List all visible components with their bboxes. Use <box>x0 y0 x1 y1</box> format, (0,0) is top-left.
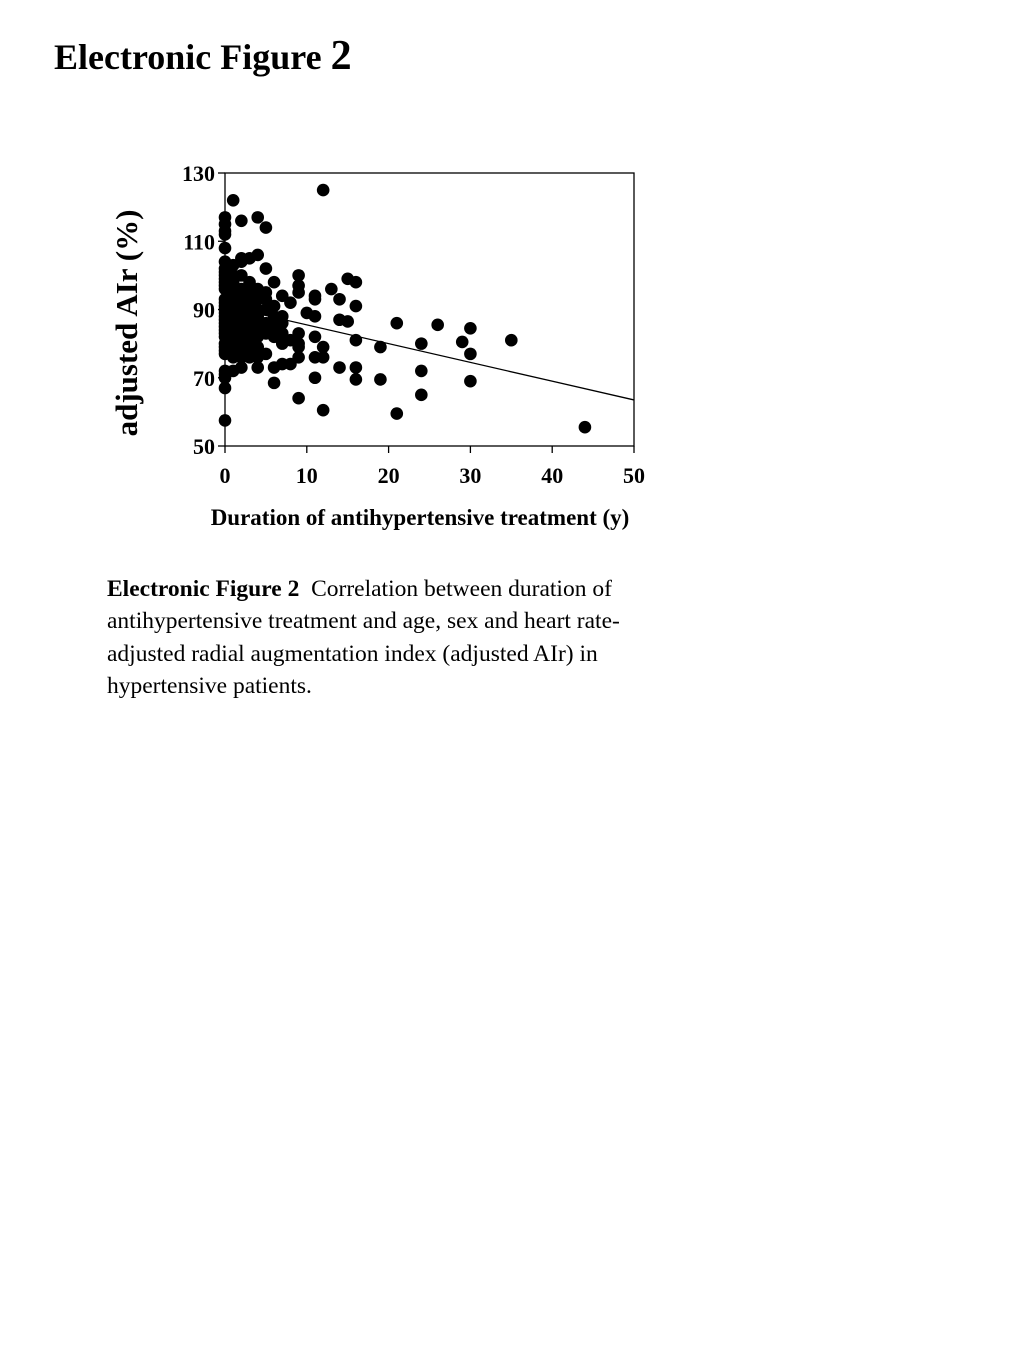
y-tick-label: 70 <box>193 365 215 391</box>
data-point <box>309 293 322 306</box>
data-point <box>268 276 281 289</box>
x-tick-label: 20 <box>377 463 400 488</box>
data-point <box>464 348 477 361</box>
data-point <box>260 262 273 275</box>
y-tick-label: 130 <box>182 161 215 186</box>
data-point <box>350 373 363 386</box>
data-point <box>251 249 264 262</box>
caption-line-4: hypertensive patients. <box>107 672 312 699</box>
data-point <box>374 373 387 386</box>
data-point <box>260 348 273 361</box>
x-axis <box>220 446 646 488</box>
data-point <box>317 351 330 364</box>
data-point <box>579 421 592 434</box>
caption-line-1: Correlation between duration of <box>311 576 612 602</box>
data-point <box>292 392 305 405</box>
data-point <box>456 336 469 349</box>
data-point <box>219 242 232 255</box>
data-point <box>235 214 248 227</box>
data-point <box>309 371 322 384</box>
data-point <box>350 361 363 374</box>
data-point <box>235 361 248 374</box>
y-tick-label: 110 <box>183 229 215 255</box>
x-tick-label: 10 <box>295 463 318 488</box>
data-point <box>390 407 403 420</box>
y-tick-label: 90 <box>193 297 215 323</box>
data-point <box>505 334 518 347</box>
data-point <box>219 228 232 241</box>
x-tick-label: 50 <box>623 463 645 488</box>
data-point <box>227 194 240 207</box>
data-point <box>350 334 363 347</box>
data-point <box>350 276 363 289</box>
caption-label: Electronic Figure 2 <box>107 576 300 602</box>
y-axis-label: adjusted AIr (%) <box>109 209 144 437</box>
data-point <box>251 211 264 224</box>
figure-caption <box>107 573 707 702</box>
x-tick-label: 30 <box>459 463 482 488</box>
x-axis-label: Duration of antihypertensive treatment (y) <box>210 505 630 530</box>
data-point <box>415 389 428 402</box>
data-point <box>374 341 387 354</box>
data-point <box>260 221 273 234</box>
data-point <box>309 310 322 323</box>
data-point <box>431 319 444 332</box>
data-point <box>350 300 363 313</box>
data-point <box>317 404 330 417</box>
data-point <box>341 315 354 328</box>
caption-line-2: antihypertensive treatment and age, sex and heart rate- <box>107 608 620 635</box>
page-title-number: 2 <box>330 33 352 79</box>
caption-line-3: adjusted radial augmentation index (adjusted AIr) in <box>107 640 598 667</box>
data-point <box>415 365 428 378</box>
data-point <box>268 377 281 390</box>
data-point <box>251 361 264 374</box>
data-point <box>317 184 330 197</box>
data-point <box>219 382 232 395</box>
data-point <box>464 375 477 388</box>
y-axis <box>182 161 225 459</box>
data-point <box>415 337 428 350</box>
data-points <box>219 184 592 434</box>
data-point <box>219 414 232 427</box>
data-point <box>292 351 305 364</box>
data-point <box>333 361 346 374</box>
plot-frame <box>225 173 634 446</box>
y-tick-label: 50 <box>193 434 215 459</box>
scatter-chart <box>0 0 1024 560</box>
x-tick-label: 0 <box>219 463 231 488</box>
page-title-text: Electronic Figure <box>54 37 322 77</box>
data-point <box>333 293 346 306</box>
data-point <box>390 317 403 330</box>
x-tick-label: 40 <box>541 463 564 488</box>
data-point <box>309 331 322 344</box>
data-point <box>325 283 338 296</box>
data-point <box>464 322 477 335</box>
data-point <box>284 296 297 309</box>
data-point <box>292 286 305 299</box>
